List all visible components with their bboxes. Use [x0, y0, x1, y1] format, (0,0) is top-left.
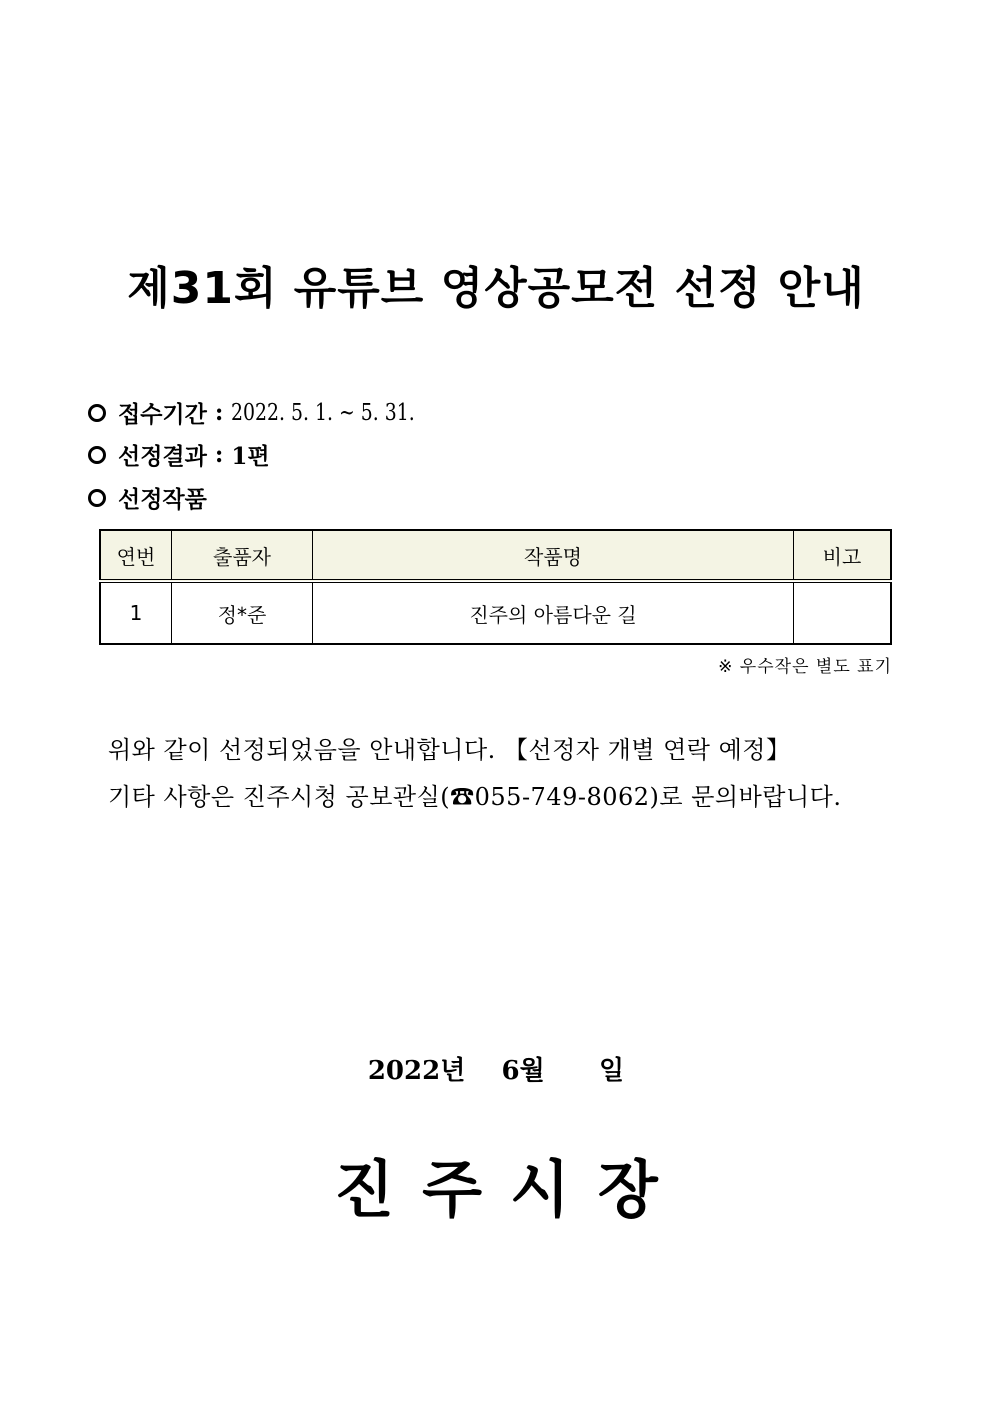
- info-value: 1편: [231, 443, 270, 470]
- notice-line-1: 위와 같이 선정되었음을 안내합니다. 【선정자 개별 연락 예정】: [108, 736, 791, 764]
- table-cell: [794, 581, 892, 644]
- info-label: 접수기간: [118, 401, 207, 428]
- circle-bullet-icon: [88, 404, 106, 422]
- circle-bullet-icon: [88, 489, 106, 507]
- info-label: 선정작품: [118, 486, 207, 513]
- issue-date: 2022년 6월 일: [367, 1056, 625, 1086]
- selected-works-table: [99, 529, 892, 645]
- info-item-period: [88, 396, 455, 429]
- column-header: 작품명: [313, 530, 794, 581]
- info-label: 선정결과: [118, 443, 207, 470]
- table-row: [100, 581, 891, 644]
- circle-bullet-icon: [88, 446, 106, 464]
- table-header-row: [100, 530, 891, 581]
- info-separator: :: [214, 441, 224, 468]
- column-header: 연번: [100, 530, 172, 581]
- table-cell: 진주의 아름다운 길: [313, 581, 794, 644]
- column-header: 비고: [794, 530, 892, 581]
- table-cell: 1: [100, 581, 172, 644]
- info-separator: :: [214, 399, 224, 426]
- document-title: 제31회 유튜브 영상공모전 선정 안내: [127, 263, 865, 314]
- info-value: 2022. 5. 1. ~ 5. 31.: [231, 399, 416, 426]
- info-item-works: [88, 481, 207, 514]
- table-note: ※ 우수작은 별도 표기: [718, 657, 892, 677]
- issuer-name: 진주시장: [334, 1153, 686, 1226]
- column-header: 출품자: [172, 530, 313, 581]
- info-item-result: [88, 438, 270, 471]
- notice-line-2: 기타 사항은 진주시청 공보관실(☎055-749-8062)로 문의바랍니다.: [108, 783, 842, 811]
- table-cell: 정*준: [172, 581, 313, 644]
